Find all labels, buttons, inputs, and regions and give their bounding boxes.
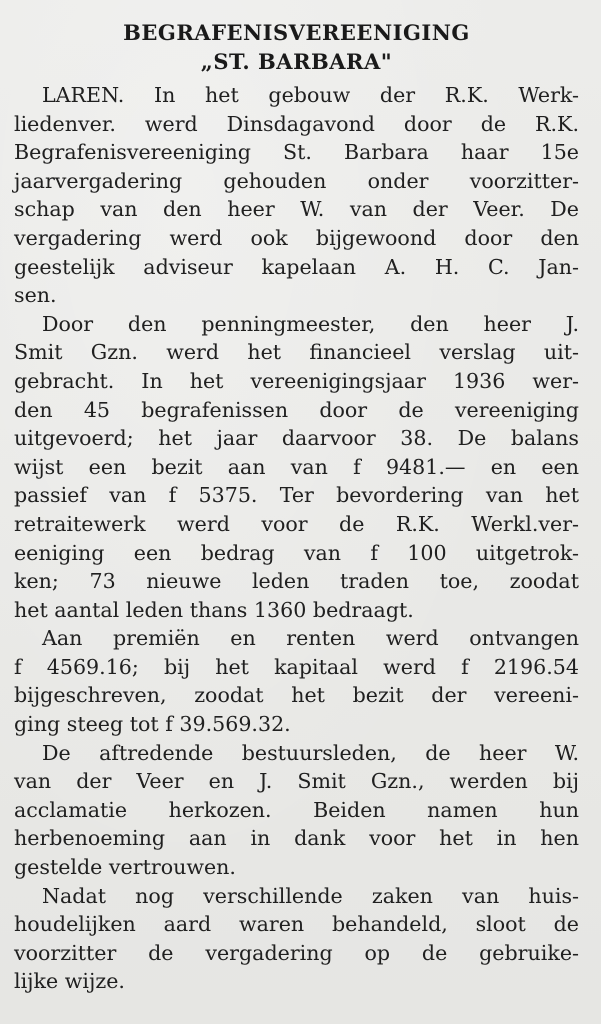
text-line: schap van den heer W. van der Veer. De (14, 197, 579, 222)
text-line: herbenoeming aan in dank voor het in hen (14, 826, 579, 851)
headline-line: BEGRAFENISVEREENIGING (123, 20, 470, 45)
paragraph (14, 624, 579, 738)
text-line: jaarvergadering gehouden onder voorzitter- (14, 168, 579, 193)
paragraph (14, 310, 579, 625)
text-line: Begrafenisvereeniging St. Barbara haar 15e (14, 140, 579, 165)
text-line: Smit Gzn. werd het financieel verslag uit- (14, 340, 579, 365)
text-line: liedenver. werd Dinsdagavond door de R.K. (14, 111, 579, 136)
text-line: lijke wijze. (14, 969, 125, 994)
paragraph (14, 739, 579, 882)
headline-line: „ST. BARBARA" (200, 49, 393, 74)
text-line: voorzitter de vergadering op de gebruike- (14, 940, 579, 965)
text-line: den 45 begrafenissen door de vereeniging (14, 397, 579, 422)
text-line: bijgeschreven, zoodat het bezit der vereeni- (14, 683, 579, 708)
text-line: gestelde vertrouwen. (14, 855, 236, 880)
text-line: Nadat nog verschillende zaken van huis- (42, 883, 579, 908)
article-body (14, 81, 579, 996)
text-line: ken; 73 nieuwe leden traden toe, zoodat (14, 569, 579, 594)
text-line: van der Veer en J. Smit Gzn., werden bij (14, 769, 579, 794)
text-line: houdelijken aard waren behandeld, sloot de (14, 912, 579, 937)
paragraph (14, 882, 579, 996)
text-line: acclamatie herkozen. Beiden namen hun (14, 797, 579, 822)
text-line: Door den penningmeester, den heer J. (42, 311, 579, 336)
text-line: De aftredende bestuursleden, de heer W. (42, 740, 579, 765)
text-line: ging steeg tot f 39.569.32. (14, 712, 291, 737)
text-line: geestelijk adviseur kapelaan A. H. C. Jan- (14, 254, 579, 279)
article-headline (14, 18, 579, 76)
text-line: vergadering werd ook bijgewoond door den (14, 225, 579, 250)
text-line: f 4569.16; bij het kapitaal werd f 2196.54 (14, 654, 579, 679)
text-line: uitgevoerd; het jaar daarvoor 38. De balans (14, 426, 579, 451)
text-line: LAREN. In het gebouw der R.K. Werk- (42, 83, 579, 107)
text-line: eeniging een bedrag van f 100 uitgetrok- (14, 540, 579, 565)
text-line: Aan premiën en renten werd ontvangen (42, 626, 579, 651)
text-line: passief van f 5375. Ter bevordering van het (14, 483, 579, 508)
paragraph (14, 81, 579, 310)
text-line: sen. (14, 283, 57, 308)
text-line: wijst een bezit aan van f 9481.— en een (14, 454, 579, 479)
text-line: gebracht. In het vereenigingsjaar 1936 wer- (14, 368, 579, 393)
text-line: retraitewerk werd voor de R.K. Werkl.ver- (14, 511, 579, 536)
text-line: het aantal leden thans 1360 bedraagt. (14, 597, 414, 622)
